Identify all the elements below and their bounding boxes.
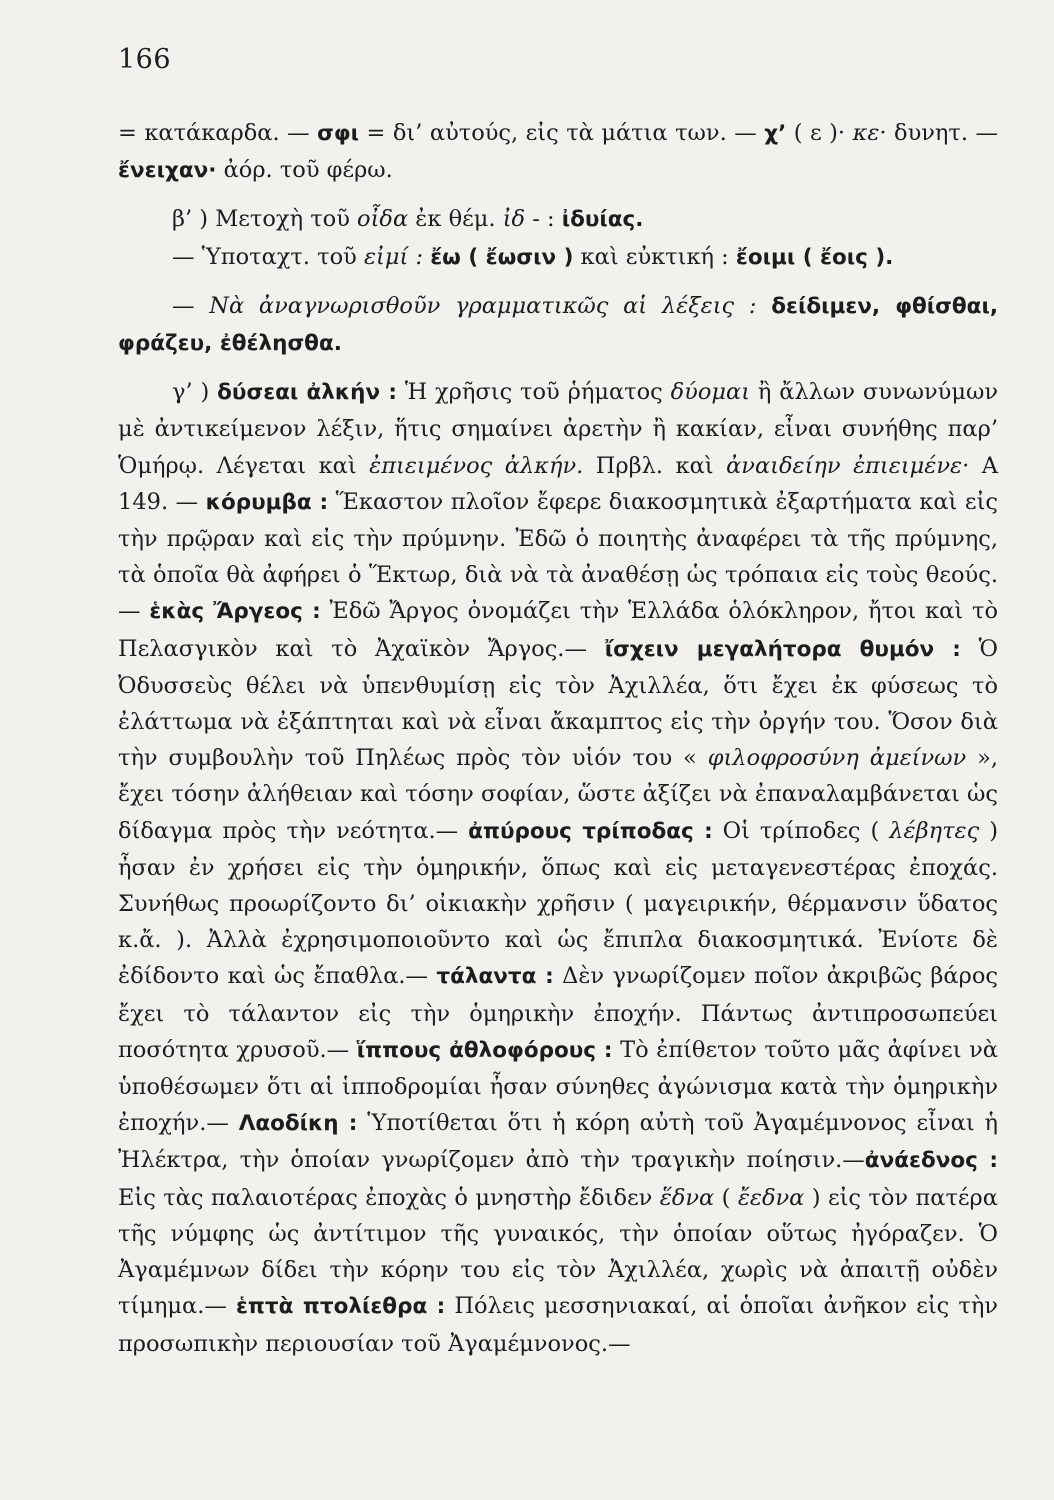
italic-run: κε·	[852, 120, 887, 146]
italic-run: δύομαι	[670, 379, 751, 406]
text-run: Οἱ τρίποδες (	[712, 817, 890, 844]
italic-run: ἔεδνα	[737, 1184, 805, 1211]
text-run: β’ ) Μετοχὴ τοῦ	[172, 206, 358, 233]
italic-run: ἰδ -	[502, 206, 540, 233]
text-run: ) ἦσαν ἐν χρήσει εἰς τὴν ὁμηρικήν, ὅπως καὶ εἰς μεταγενεστέρας ἐποχάς. Συνήθως προωρίζοντο δι’ οἰκιακὴν χρῆσιν ( μαγειρικήν, θέρμανσιν ὕδατος κ.ἄ. ). Ἀλλὰ ἐχρησιμοποιοῦντο καὶ ὡς ἔπιπλα διακοσμητικά. Ἐνίοτε δὲ ἐδίδοντο καὶ ὡς ἔπαθλα.—	[118, 817, 998, 990]
text-run: Πρβλ. καὶ	[583, 452, 727, 479]
bold-term: δείδιμεν, φθίσθαι, φράζευ, ἐθέλησθα.	[118, 293, 998, 357]
paragraph-4	[118, 288, 998, 362]
bold-term: σφι	[317, 121, 360, 146]
text-run	[756, 293, 771, 319]
paragraph-3	[118, 239, 998, 276]
italic-run: ἐπιειμένος ἀλκήν.	[369, 452, 584, 479]
page-body	[118, 115, 998, 1362]
text-run: γ’ )	[172, 379, 218, 406]
text-run: :	[539, 206, 562, 233]
text-run: ἐκ θέμ.	[408, 206, 503, 233]
text-run: ) εἰς τὸν πατέρα τῆς νύμφης ὡς ἀντίτιμον τῆς γυναικός, τὴν ὁποίαν οὕτως ἠγόραζεν. Ὁ Ἀγαμέμνων δίδει τὴν κόρην του εἰς τὸν Ἀχιλλέα, χωρὶς νὰ ἀπαιτῇ οὐδὲν τίμημα.—	[118, 1184, 998, 1320]
text-run: = κατάκαρδα. —	[118, 120, 318, 146]
text-run: Πόλεις μεσσηνιακαί, αἱ ὁποῖαι ἀνῆκον εἰς τὴν προσωπικὴν περιουσίαν τοῦ Ἀγαμέμνονος.—	[118, 1293, 998, 1357]
italic-run: ἀναιδείην ἐπιειμένε·	[726, 452, 970, 479]
bold-term: τάλαντα :	[436, 964, 554, 990]
bold-term: ἑπτὰ πτολίεθρα :	[235, 1294, 446, 1320]
bold-term: ἰδυίας.	[561, 207, 644, 233]
italic-run: εἰμί :	[363, 243, 424, 270]
bold-term: ἴσχειν μεγαλήτορα θυμόν :	[604, 636, 961, 662]
bold-term: χ’	[764, 121, 787, 146]
text-run: καὶ εὐκτική :	[573, 243, 736, 270]
page-number: 166	[118, 44, 172, 75]
italic-run: — Νὰ ἀναγνωρισθοῦν γραμματικῶς αἱ λέξεις :	[172, 292, 757, 319]
bold-term: ἔνειχαν·	[118, 158, 217, 184]
text-run: = δι’ αὐτούς, εἰς τὰ μάτια των. —	[359, 120, 765, 146]
paragraph-1	[118, 115, 998, 189]
text-run: Ὑποτίθεται ὅτι ἡ κόρη αὐτὴ τοῦ Ἀγαμέμνονος εἶναι ἡ Ἠλέκτρα, τὴν ὁποίαν γνωρίζομεν ἀπὸ τὴν τραγικὴν ποίησιν.—	[118, 1110, 998, 1174]
italic-run: φιλοφροσύνη ἀμείνων	[707, 745, 967, 772]
bold-term: ἑκὰς Ἄργεος :	[149, 599, 321, 625]
text-run: Α 149. —	[118, 452, 998, 515]
italic-run: λέβητες	[889, 817, 980, 844]
text-run: ἀόρ. τοῦ φέρω.	[216, 157, 393, 184]
bold-term: ἔω ( ἔωσιν )	[430, 244, 574, 270]
paragraph-2	[118, 201, 998, 238]
bold-term: δύσεαι ἀλκήν :	[217, 380, 397, 406]
paragraph-5	[118, 374, 998, 1361]
text-run: ( ε )·	[786, 120, 853, 146]
text-run: — Ὑποταχτ. τοῦ	[172, 243, 364, 270]
text-run: Ἐδῶ Ἄργος ὀνομάζει τὴν Ἑλλάδα ὁλόκληρον, ἤτοι καὶ τὸ Πελασγικὸν καὶ τὸ Ἀχαϊκὸν Ἄργος.—	[118, 598, 999, 662]
bold-term: κόρυμβα :	[205, 489, 329, 515]
bold-term: ἀπύρους τρίποδας :	[468, 818, 713, 844]
text-run: Δὲν γνωρίζομεν ποῖον ἀκριβῶς βάρος ἔχει τὸ τάλαντον εἰς τὴν ὁμηρικὴν ἐποχήν. Πάντως ἀντιπροσωπεύει ποσότητα χρυσοῦ.—	[118, 963, 998, 1063]
text-run: Ἕκαστον πλοῖον ἔφερε διακοσμητικὰ ἐξαρτήματα καὶ εἰς τὴν πρῷραν καὶ εἰς τὴν πρύμνην. Ἐδῶ ὁ ποιητὴς ἀναφέρει τὰ τῆς πρύμνης, τὰ ὁποῖα θὰ ἀφήρει ὁ Ἕκτωρ, διὰ νὰ τὰ ἀναθέσῃ ὡς τρόπαια εἰς τοὺς θεούς.—	[118, 488, 998, 625]
bold-term: ἀνάεδνος :	[864, 1148, 998, 1174]
text-run: », ἔχει τόσην ἀλήθειαν καὶ τόσην σοφίαν, ὥστε ἀξίζει νὰ ἐπαναλαμβάνεται ὡς δίδαγμα πρὸς τὴν νεότητα.—	[118, 745, 998, 844]
bold-term: ἔοιμι ( ἔοις ).	[735, 244, 894, 270]
text-run: (	[714, 1184, 738, 1211]
italic-run: ἕδνα	[659, 1184, 715, 1211]
bold-term: Λαοδίκη :	[238, 1111, 358, 1137]
italic-run: οἶδα	[357, 206, 409, 233]
text-run: ἢ ἄλλων συνωνύμων μὲ ἀντικείμενον λέξιν, ἥτις σημαίνει ἀρετὴν ἢ κακίαν, εἶναι συνήθης παρ’ Ὁμήρῳ. Λέγεται καὶ	[118, 379, 998, 479]
text-run: Ὁ Ὀδυσσεὺς θέλει νὰ ὑπενθυμίσῃ εἰς τὸν Ἀχιλλέα, ὅτι ἔχει ἐκ φύσεως τὸ ἐλάττωμα νὰ ἐξάπτηται καὶ νὰ εἶναι ἄκαμπτος εἰς τὴν ὀργήν του. Ὅσον διὰ τὴν συμβουλὴν τοῦ Πηλέως πρὸς τὸν υἱόν του «	[118, 635, 998, 772]
text-run: δυνητ. —	[886, 120, 998, 146]
text-run: Ἡ χρῆσις τοῦ ῥήματος	[396, 379, 671, 406]
text-run: Εἰς τὰς παλαιοτέρας ἐποχὰς ὁ μνηστὴρ ἔδιδεν	[118, 1184, 660, 1211]
bold-term: ἵππους ἀθλοφόρους :	[356, 1037, 613, 1063]
text-run: Τὸ ἐπίθετον τοῦτο μᾶς ἀφίνει νὰ ὑποθέσωμεν ὅτι αἱ ἱπποδρομίαι ἦσαν σύνηθες ἀγώνισμα κατὰ τὴν ὁμηρικὴν ἐποχήν.—	[118, 1036, 998, 1137]
